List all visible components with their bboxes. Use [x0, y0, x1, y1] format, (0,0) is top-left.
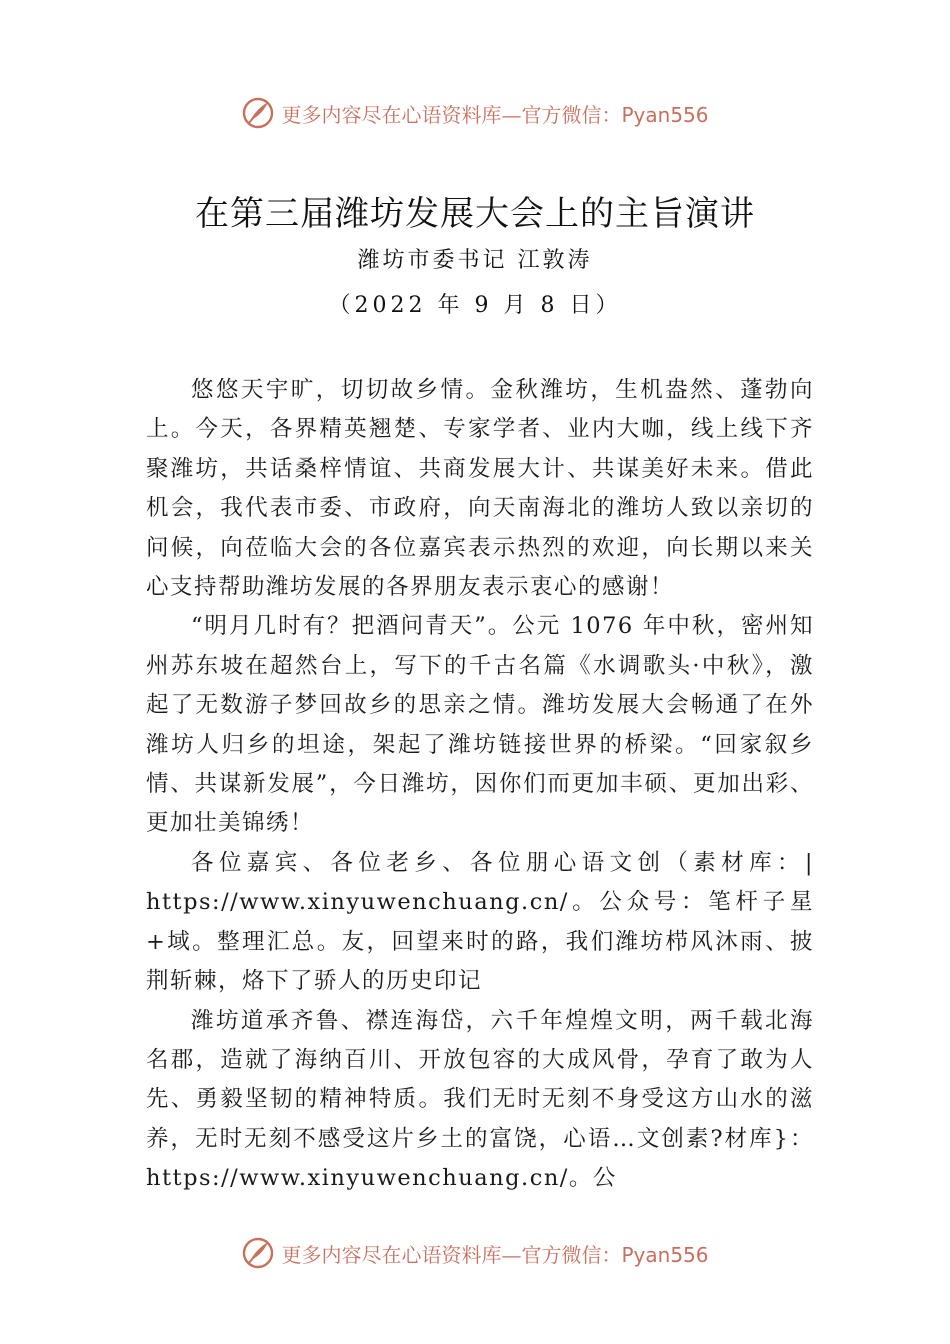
- quill-seal-icon: [241, 96, 275, 130]
- banner-text: 更多内容尽在心语资料库—官方微信：: [281, 1242, 622, 1267]
- paragraph: 悠悠天宇旷，切切故乡情。金秋潍坊，生机盎然、蓬勃向上。今天，各界精英翘楚、专家学者、业内大咖，线上线下齐聚潍坊，共话桑梓情谊、共商发展大计、共谋美好未来。借此机会，我代表市委、市政府，向天南海北的潍坊人致以亲切的问候，向莅临大会的各位嘉宾表示热烈的欢迎，向长期以来关心支持帮助潍坊发展的各界朋友表示衷心的感谢！: [146, 377, 814, 601]
- header-banner: [0, 93, 950, 133]
- document-title: 在第三届潍坊发展大会上的主旨演讲: [195, 194, 755, 234]
- paragraph: 潍坊道承齐鲁、襟连海岱，六千年煌煌文明，两千载北海名郡，造就了海纳百川、开放包容的大成风骨，孕育了敢为人先、勇毅坚韧的精神特质。我们无时无刻不身受这方山水的滋养，无时无刻不感受这片乡土的富饶，心语…文创素?材库}：https://www.xinyuwenchuang.cn/。公: [146, 1007, 814, 1192]
- paragraph: “明月几时有？把酒问青天”。公元 1076 年中秋，密州知州苏东坡在超然台上，写下的千古名篇《水调歌头·中秋》，激起了无数游子梦回故乡的思亲之情。潍坊发展大会畅通了在外潍坊人归乡的坦途，架起了潍坊链接世界的桥梁。“回家叙乡情、共谋新发展”，今日潍坊，因你们而更加丰硕、更加出彩、更加壮美锦绣！: [146, 613, 814, 837]
- banner-text: 更多内容尽在心语资料库—官方微信：: [281, 102, 622, 127]
- wechat-id: Pyan556: [621, 102, 709, 127]
- document-author: 潍坊市委书记 江敦涛: [357, 248, 593, 273]
- document-body: [146, 371, 814, 1199]
- wechat-id: Pyan556: [621, 1242, 709, 1267]
- quill-seal-icon: [241, 1236, 275, 1270]
- paragraph: 各位嘉宾、各位老乡、各位朋心语文创（素材库：| https://www.xinyuwenchuang.cn/。公众号：笔杆子星+域。整理汇总。友，回望来时的路，我们潍坊栉风沐雨、披荆斩棘，烙下了骄人的历史印记: [146, 849, 814, 995]
- footer-banner: [0, 1233, 950, 1273]
- document-date: （2022 年 9 月 8 日）: [328, 293, 622, 318]
